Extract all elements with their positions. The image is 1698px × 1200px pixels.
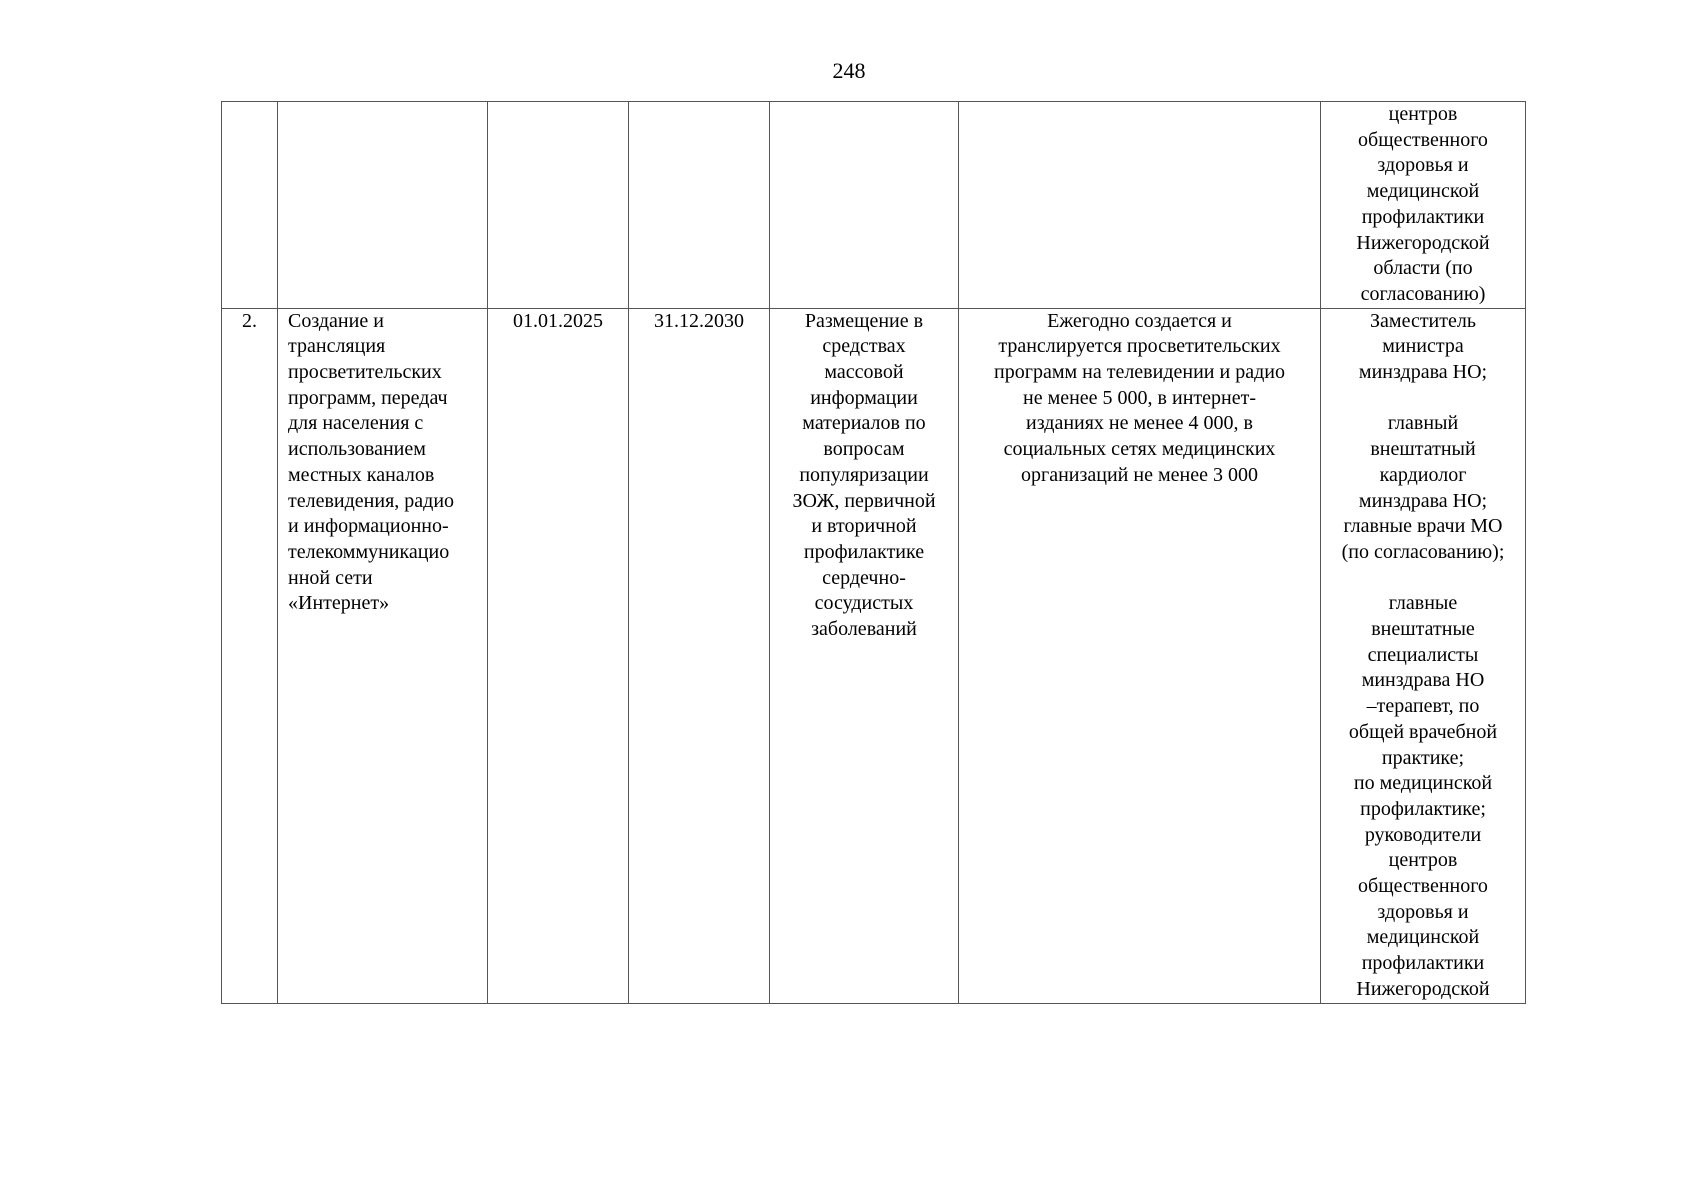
text-line: Нижегородской [1356, 977, 1490, 1000]
text-line: руководители [1364, 823, 1482, 846]
text-line: согласованию) [1360, 282, 1486, 305]
text-line: сосудистых [814, 592, 914, 615]
text-line: вопросам [823, 438, 905, 461]
text-line: Размещение в [804, 309, 924, 332]
text-line: телекоммуникацио [288, 540, 450, 563]
cell-result-empty [770, 102, 959, 309]
text-line: и информационно- [288, 515, 449, 538]
cell-start-empty [488, 102, 629, 309]
text-line: медицинской [1366, 926, 1480, 949]
cell-indicator [959, 308, 1321, 1003]
text-line: изданиях не менее 4 000, в [1026, 412, 1253, 435]
text-line: организаций не менее 3 000 [1021, 463, 1258, 486]
text-line: центров [1388, 103, 1458, 125]
text-line: информации [810, 386, 918, 409]
text-line: Заместитель [1370, 309, 1476, 332]
cell-number-empty [222, 102, 278, 309]
text-line: популяризации [799, 463, 929, 486]
cell-event-empty [278, 102, 488, 309]
text-line: главные врачи МО [1343, 515, 1503, 538]
text-line: области (по [1373, 257, 1473, 280]
cell-responsible-continued [1321, 102, 1526, 309]
blank-line [1327, 386, 1519, 412]
text-line: практике; [1381, 746, 1465, 769]
text-line: профилактике [803, 540, 925, 563]
cell-end-date [629, 308, 770, 1003]
text-line: просветительских [288, 361, 442, 384]
text-line: и вторичной [811, 515, 917, 538]
text-line: заболеваний [811, 618, 917, 641]
text-line: сердечно- [822, 566, 906, 589]
text-line: местных каналов [288, 463, 435, 486]
text-line: нной сети [288, 566, 373, 589]
row-number: 2. [242, 309, 257, 332]
text-line: министра [1382, 335, 1464, 358]
text-line: внештатные [1371, 618, 1475, 641]
text-line: телевидения, радио [288, 489, 455, 512]
text-line: внештатный [1370, 438, 1476, 461]
blank-line [1327, 566, 1519, 592]
text-line: средствах [822, 335, 906, 358]
page-number: 248 [832, 58, 866, 83]
text-line: главный [1387, 412, 1459, 435]
text-line: ЗОЖ, первичной [792, 489, 936, 512]
text-line: (по согласованию); [1341, 540, 1505, 563]
text-line: общественного [1358, 128, 1488, 151]
text-line: материалов по [802, 412, 926, 435]
text-line: не менее 5 000, в интернет- [1022, 386, 1257, 409]
text-line: здоровья и [1377, 900, 1469, 923]
cell-number [222, 308, 278, 1003]
text-line: центров [1388, 849, 1458, 872]
measures-table [221, 101, 1526, 1004]
text-line: «Интернет» [288, 592, 390, 615]
cell-responsible [1321, 308, 1526, 1003]
text-line: минздрава НО; [1358, 489, 1488, 512]
text-line: по медицинской [1353, 772, 1493, 795]
text-line: медицинской [1366, 180, 1480, 203]
cell-result [770, 308, 959, 1003]
text-line: Создание и [288, 309, 384, 332]
text-line: транслируется просветительских [998, 335, 1281, 358]
text-line: социальных сетях медицинских [1003, 438, 1276, 461]
text-line: профилактики [1361, 205, 1485, 228]
text-line: профилактике; [1360, 797, 1486, 820]
text-line: кардиолог [1379, 463, 1467, 486]
cell-end-empty [629, 102, 770, 309]
text-line: Ежегодно создается и [1047, 309, 1232, 332]
text-line: использованием [288, 438, 426, 461]
text-line: для населения с [288, 412, 424, 435]
text-line: профилактики [1361, 952, 1485, 975]
text-line: массовой [824, 361, 904, 384]
start-date: 01.01.2025 [513, 309, 603, 332]
cell-indicator-empty [959, 102, 1321, 309]
end-date: 31.12.2030 [654, 309, 744, 332]
table-row-continued [222, 102, 1526, 309]
text-line: общественного [1358, 875, 1488, 898]
text-line: минздрава НО; [1358, 361, 1488, 384]
text-line: главные [1388, 592, 1458, 615]
text-line: специалисты [1367, 643, 1479, 666]
text-line: Нижегородской [1356, 231, 1490, 254]
text-line: трансляция [288, 335, 386, 358]
text-line: общей врачебной [1348, 720, 1498, 743]
text-line: здоровья и [1377, 154, 1469, 177]
table-row-2 [222, 308, 1526, 1003]
cell-start-date [488, 308, 629, 1003]
text-line: программ на телевидении и радио [994, 361, 1285, 384]
text-line: программ, передач [288, 386, 448, 409]
text-line: –терапевт, по [1366, 695, 1480, 718]
text-line: минздрава НО [1361, 669, 1485, 692]
cell-event [278, 308, 488, 1003]
